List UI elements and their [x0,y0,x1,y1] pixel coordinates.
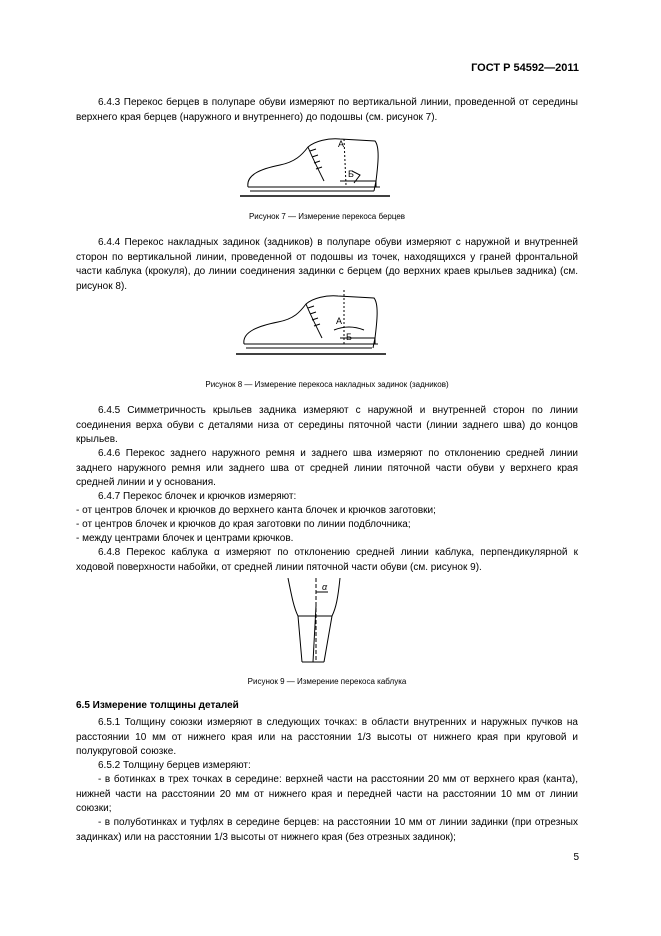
paragraph-6-4-5: 6.4.5 Симметричность крыльев задника измеряют с наружной и внутренней сторон по линии соединения верха обуви с деталями низа от середины пяточной части (линии заднего шва) до концов крыльев. [76,405,578,445]
fig7-label-b: Б [348,169,354,179]
paragraph-6-4-8: 6.4.8 Перекос каблука α измеряют по отклонению средней линии каблука, перпендикулярной к ходовой поверхности набойки, от средней линии пяточной части обуви (см. рисунок 9). [76,547,578,573]
figure-7-caption: Рисунок 7 — Измерение перекоса берцев [248,212,406,221]
figure-7-shoe-drawing [240,135,390,197]
list-item: - в полуботинках и туфлях в середине берцев: на расстоянии 10 мм от линии задинки (при отрезных задинках) или на расстоянии 1/3 высоты от нижнего края (без отрезных задинок); [76,817,578,843]
list-item: - от центров блочек и крючков до края заготовки по линии подблочника; [76,519,411,530]
paragraph-6-4-7: 6.4.7 Перекос блочек и крючков измеряют: [98,491,297,502]
fig8-label-a: А [336,316,343,326]
fig8-label-b: Б [346,332,352,342]
paragraph-6-4-3: 6.4.3 Перекос берцев в полупаре обуви измеряют по вертикальной линии, проведенной от середины верхнего края берцев (наружного и внутреннего) до подошвы (см. рисунок 7). [76,97,578,123]
paragraph-6-4-4: 6.4.4 Перекос накладных задинок (задников) в полупаре обуви измеряют с наружной и внутренней сторон по вертикальной линии, проведенной от подошвы из точек, находящихся у граней фронтальной части каблука (крокуля), до линии соединения задинки с берцем (до верхних краев крыльев задника) (см. рисунок 8). [76,237,578,292]
figure-8-shoe-drawing [236,290,386,356]
figure-9-heel-drawing [280,578,360,664]
list-item: - от центров блочек и крючков до верхнего канта блочек и крючков заготовки; [76,505,436,516]
list-item: - в ботинках в трех точках в середине: верхней части на расстоянии 20 мм от верхнего края (канта), нижней части на расстоянии 20 мм от нижнего края и передней части на расстоянии 10 мм от линии союзки; [76,774,578,814]
fig9-label-alpha: α [322,582,328,592]
figure-8-caption: Рисунок 8 — Измерение перекоса накладных задинок (задников) [205,380,449,389]
paragraph-6-5-1: 6.5.1 Толщину союзки измеряют в следующих точках: в области внутренних и наружных пучков на расстоянии 10 мм от нижнего края или на расстоянии 1/3 высоты от нижнего края при круговой и полукруговой союзке. [76,717,578,757]
page-number: 5 [573,852,579,863]
paragraph-6-5-2: 6.5.2 Толщину берцев измеряют: [98,760,251,771]
section-heading: 6.5 Измерение толщины деталей [76,700,239,711]
document-id: ГОСТ Р 54592—2011 [471,62,579,74]
fig7-label-a: А [338,139,345,149]
figure-9-caption: Рисунок 9 — Измерение перекоса каблука [247,677,407,686]
list-item: - между центрами блочек и центрами крючков. [76,533,294,544]
paragraph-6-4-6: 6.4.6 Перекос заднего наружного ремня и заднего шва измеряют по отклонению средней линии заднего наружного ремня или заднего шва от средней линии пяточной части обуви у верхнего края средней линии и у основания. [76,448,578,488]
